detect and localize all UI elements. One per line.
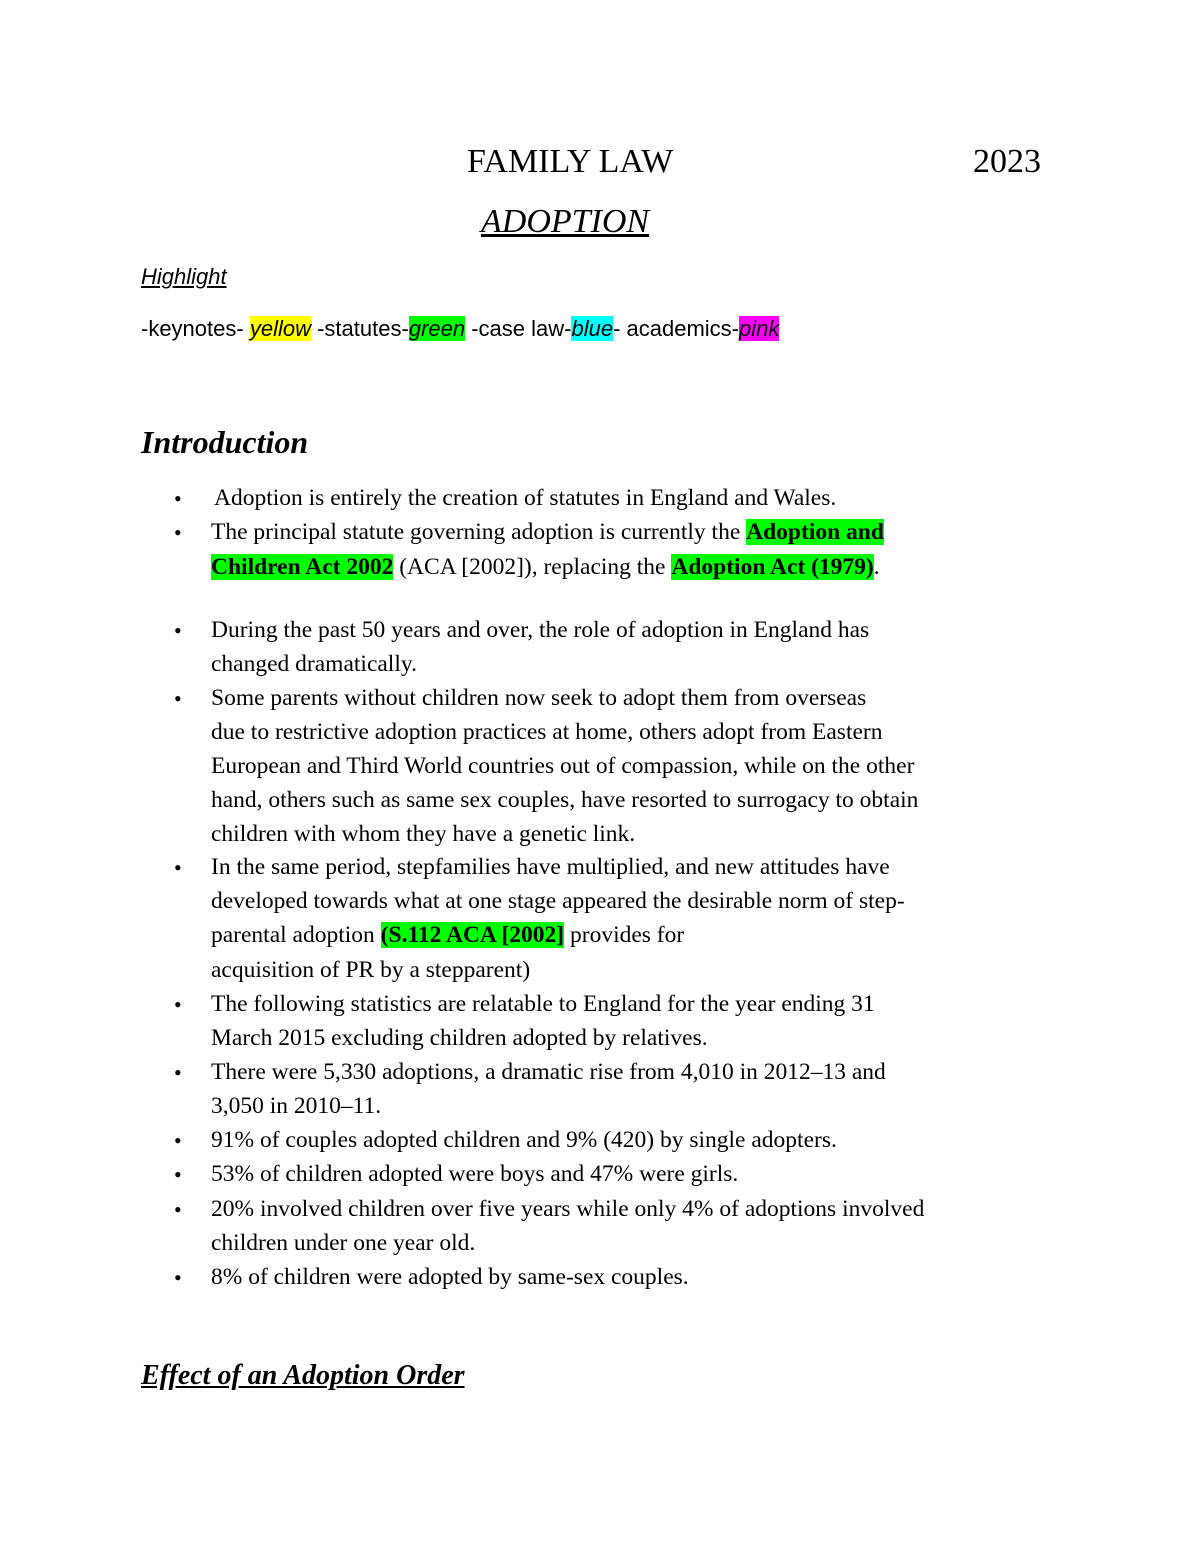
highlight-legend [141, 316, 779, 342]
statute-highlight: Children Act 2002 [211, 554, 394, 580]
bullet-icon: • [174, 855, 182, 880]
legend-academics-pink: pink [738, 316, 780, 341]
statute-highlight: Adoption Act (1979) [671, 554, 874, 580]
legend-caselaw-prefix: -case law- [471, 316, 572, 341]
bullet-2-text-b: (ACA [2002]), replacing the [393, 554, 672, 580]
legend-keynotes-prefix: -keynotes- [141, 316, 244, 341]
bullet-10-line-1: 20% involved children over five years while only 4% of adoptions involved [211, 1196, 925, 1222]
bullet-3-line-2: changed dramatically. [211, 651, 417, 677]
bullet-2-line-2 [211, 554, 880, 581]
bullet-icon: • [174, 486, 182, 511]
document-subtitle: ADOPTION [481, 203, 650, 240]
bullet-5-text-b: provides for [564, 922, 685, 948]
bullet-10-line-2: children under one year old. [211, 1230, 476, 1256]
bullet-icon: • [174, 686, 182, 711]
bullet-5-text-a: parental adoption [211, 922, 381, 948]
bullet-icon: • [174, 1128, 182, 1153]
bullet-2-text-c: . [873, 554, 880, 580]
bullet-icon: • [174, 1197, 182, 1222]
bullet-icon: • [174, 520, 182, 545]
bullet-2-line-1 [211, 519, 884, 546]
bullet-3-line-1: During the past 50 years and over, the role of adoption in England has [211, 617, 870, 643]
bullet-5-line-3 [211, 922, 684, 949]
document-title: FAMILY LAW [467, 143, 674, 180]
bullet-2-text-a: The principal statute governing adoption is currently the [211, 519, 747, 545]
effect-of-adoption-order-heading: Effect of an Adoption Order [141, 1360, 465, 1391]
bullet-11-text: 8% of children were adopted by same-sex couples. [211, 1264, 689, 1290]
legend-keynotes-yellow: yellow [249, 316, 311, 341]
bullet-9-text: 53% of children adopted were boys and 47% were girls. [211, 1161, 739, 1187]
legend-caselaw-blue: blue [571, 316, 614, 341]
bullet-icon: • [174, 1060, 182, 1085]
bullet-icon: • [174, 618, 182, 643]
statute-highlight: Adoption and [746, 519, 884, 545]
bullet-7-line-2: 3,050 in 2010–11. [211, 1093, 382, 1119]
document-year: 2023 [973, 143, 1041, 180]
bullet-1-text: Adoption is entirely the creation of statutes in England and Wales. [214, 485, 837, 511]
bullet-4-line-1: Some parents without children now seek to adopt them from overseas [211, 685, 867, 711]
bullet-icon: • [174, 1162, 182, 1187]
bullet-4-line-3: European and Third World countries out of compassion, while on the other [211, 753, 915, 779]
bullet-6-line-1: The following statistics are relatable to England for the year ending 31 [211, 991, 875, 1017]
bullet-5-line-4: acquisition of PR by a stepparent) [211, 957, 531, 983]
bullet-6-line-2: March 2015 excluding children adopted by relatives. [211, 1025, 708, 1051]
bullet-5-line-1: In the same period, stepfamilies have multiplied, and new attitudes have [211, 854, 890, 880]
bullet-icon: • [174, 1265, 182, 1290]
legend-statutes-green: green [408, 316, 466, 341]
bullet-4-line-5: children with whom they have a genetic link. [211, 821, 636, 847]
bullet-4-line-2: due to restrictive adoption practices at home, others adopt from Eastern [211, 719, 883, 745]
highlight-label: Highlight [141, 264, 227, 289]
bullet-7-line-1: There were 5,330 adoptions, a dramatic rise from 4,010 in 2012–13 and [211, 1059, 886, 1085]
statute-highlight: (S.112 ACA [2002] [380, 922, 565, 948]
bullet-4-line-4: hand, others such as same sex couples, have resorted to surrogacy to obtain [211, 787, 919, 813]
bullet-8-text: 91% of couples adopted children and 9% (420) by single adopters. [211, 1127, 837, 1153]
bullet-5-line-2: developed towards what at one stage appeared the desirable norm of step- [211, 888, 905, 914]
bullet-icon: • [174, 992, 182, 1017]
legend-statutes-prefix: -statutes- [317, 316, 409, 341]
introduction-heading: Introduction [141, 424, 309, 460]
legend-academics-prefix: - academics- [613, 316, 739, 341]
